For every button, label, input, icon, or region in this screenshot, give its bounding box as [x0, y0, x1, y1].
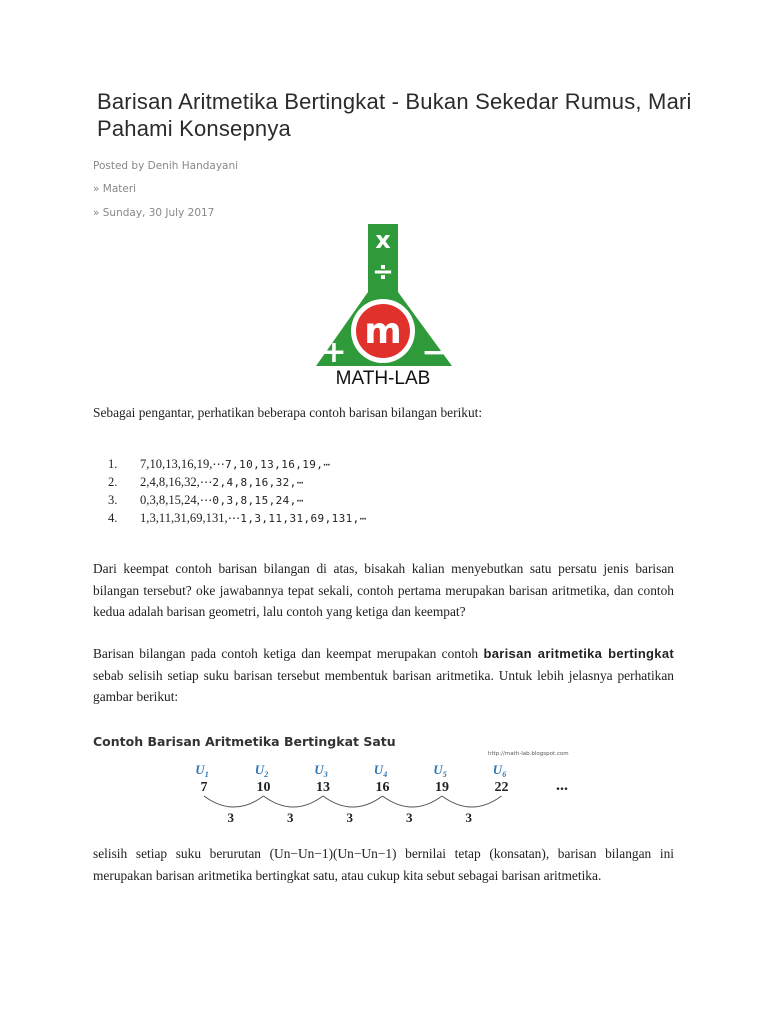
term-value: 7: [200, 780, 208, 795]
post-date: » Sunday, 30 July 2017: [93, 207, 215, 219]
times-icon: x: [375, 226, 391, 254]
difference-arc: [323, 796, 383, 807]
post-author[interactable]: Posted by Denih Handayani: [93, 160, 239, 172]
sequence-ellipsis: ...: [556, 777, 568, 794]
intro-text: Sebagai pengantar, perhatikan beberapa contoh barisan bilangan berikut:: [93, 405, 483, 420]
list-item: 4. 1,3,11,31,69,131,⋯1,3,11,31,69,131,⋯: [108, 511, 367, 525]
term-label: $U_2$: [254, 762, 269, 779]
term-value: 16: [375, 780, 390, 795]
difference-arc: [204, 796, 264, 807]
difference-value: 3: [406, 810, 413, 825]
term-label: $U_5$: [433, 762, 447, 779]
term-label: $U_3$: [314, 762, 328, 779]
term-value: 10: [256, 780, 271, 795]
logo-text: MATH-LAB: [335, 368, 431, 388]
term-value: 13: [316, 780, 330, 795]
list-item: 3. 0,3,8,15,24,⋯0,3,8,15,24,⋯: [108, 493, 304, 507]
divide-icon: ÷: [372, 257, 394, 287]
diagram-title: Contoh Barisan Aritmetika Bertingkat Satu: [93, 734, 396, 749]
term-label: $U_6$: [492, 762, 507, 779]
difference-arc: [383, 796, 443, 807]
post-category-link[interactable]: » Materi: [93, 183, 137, 195]
term-label: $U_4$: [373, 762, 388, 779]
example-list: [108, 455, 367, 527]
term-value: 22: [494, 780, 509, 795]
list-item: 1. 7,10,13,16,19,⋯7,10,13,16,19,⋯: [108, 457, 331, 471]
paragraph-3: selisih setiap suku berurutan (Un−Un−1)(Un−Un−1) bernilai tetap (konsatan), barisan bilangan ini merupakan barisan aritmetika bertingkat satu, atau cukup kita sebut sebagai barisan aritmetika.: [93, 846, 674, 883]
list-item: 2. 2,4,8,16,32,⋯2,4,8,16,32,⋯: [108, 475, 304, 489]
diagram-source-url: http://math-lab.blogspot.com: [488, 751, 569, 757]
page-title: Barisan Aritmetika Bertingkat - Bukan Sekedar Rumus, Mari Pahami Konsepnya: [97, 89, 692, 141]
difference-value: 3: [346, 810, 353, 825]
plus-icon: +: [321, 335, 347, 370]
term-value: 19: [435, 780, 449, 795]
math-lab-logo: [314, 222, 454, 388]
logo-letter: m: [364, 311, 402, 352]
difference-value: 3: [287, 810, 294, 825]
difference-arc: [442, 796, 502, 807]
sequence-diagram: [90, 730, 590, 830]
paragraph-1: Dari keempat contoh barisan bilangan di atas, bisakah kalian menyebutkan satu persatu jenis barisan bilangan tersebut? oke jawabannya tepat sekali, contoh pertama merupakan barisan aritmetika, dan contoh kedua adalah barisan geometri, lalu contoh yang ketiga dan keempat?: [93, 561, 674, 619]
difference-arc: [264, 796, 324, 807]
minus-icon: −: [421, 335, 447, 370]
term-label: $U_1$: [195, 762, 209, 779]
paragraph-2: Barisan bilangan pada contoh ketiga dan keempat merupakan contoh barisan aritmetika bertingkat sebab selisih setiap suku barisan tersebut membentuk barisan aritmetika. Untuk lebih jelasnya perhatikan gambar berikut:: [93, 646, 674, 704]
difference-value: 3: [465, 810, 472, 825]
difference-value: 3: [227, 810, 234, 825]
bold-term: barisan aritmetika bertingkat: [483, 646, 674, 661]
